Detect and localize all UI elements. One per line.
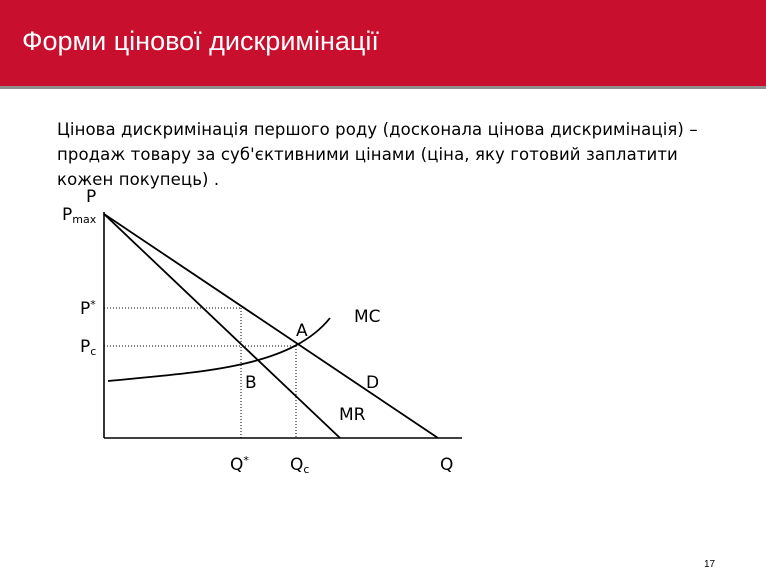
mr-label: MR — [339, 405, 366, 425]
x-axis-label: Q — [440, 455, 454, 475]
p-c-label: Pc — [80, 337, 97, 358]
y-axis-label: P — [86, 187, 97, 207]
definition-line-1: Цінова дискримінація першого роду (досконала цінова дискримінація) – — [57, 120, 698, 139]
mc-label: MC — [354, 307, 381, 327]
q-star-label: Q* — [230, 454, 249, 475]
q-c-label: Qc — [290, 455, 310, 476]
p-star-label: P* — [80, 298, 96, 319]
demand-curve — [104, 214, 438, 438]
definition-line-2: продаж товару за суб'єктивними цінами (ціна, яку готовий заплатити — [57, 145, 678, 164]
point-a-label: A — [296, 321, 308, 341]
slide-title: Форми цінової дискримінації — [22, 26, 379, 56]
demand-label: D — [366, 373, 380, 393]
page-number: 17 — [704, 559, 716, 570]
definition-line-3: кожен покупець) . — [57, 170, 220, 189]
p-max-label: Pmax — [62, 205, 97, 226]
point-b-label: B — [245, 373, 257, 393]
